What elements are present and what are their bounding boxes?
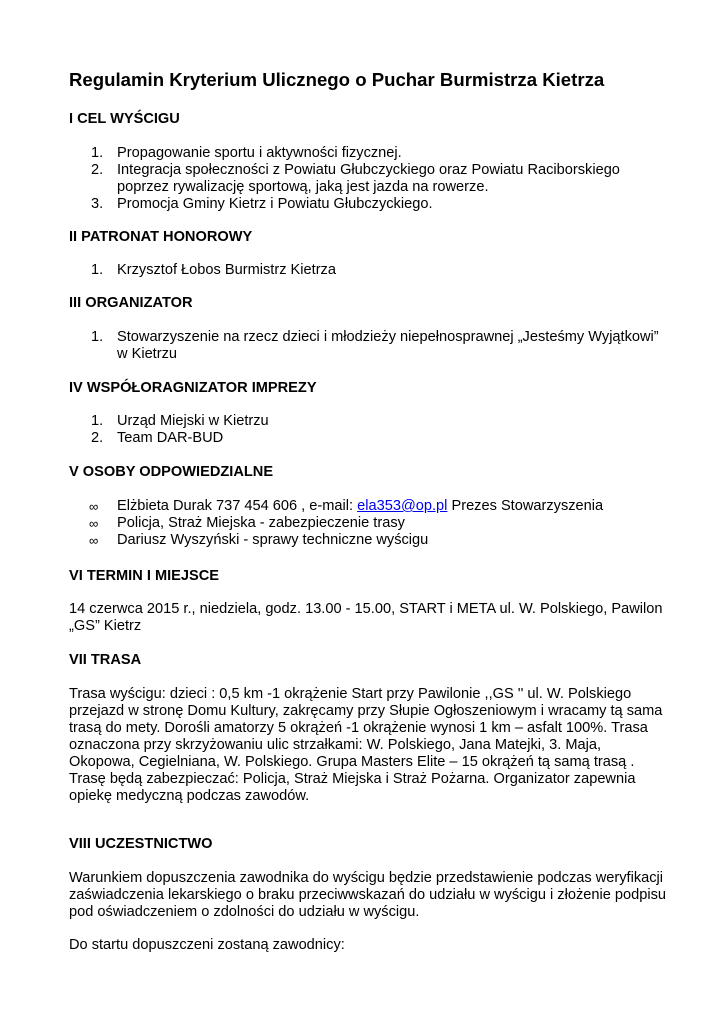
contact-role: Prezes Stowarzyszenia — [447, 498, 604, 514]
cel-list — [69, 145, 669, 213]
list-item — [69, 196, 669, 213]
termin-paragraph: 14 czerwca 2015 r., niedziela, godz. 13.00 - 15.00, START i META ul. W. Polskiego, Pawilon „GS” Kietrz — [69, 601, 663, 634]
list-number: 3. — [91, 196, 104, 212]
trasa-paragraph: Trasa wyścigu: dzieci : 0,5 km -1 okrążenie Start przy Pawilonie ,,GS '' ul. W. Polskiego przejazd w stronę Domu Kultury, zakręcamy przy Słupie Ogłoszeniowym i wracamy tą sama trasą do mety. Dorośli amatorzy 5 okrążeń -1 okrążenie wynosi 1 km – asfalt 100%. Trasa oznaczona przy skrzyżowaniu ulic strzałkami: W. Polskiego, Jana Matejki, 3. Maja, Okopowa, Cegielniana, W. Polskiego. Grupa Masters Elite – 15 okrążeń tą samą trasą . Trasę będą zabezpieczać: Policja, Straż Miejska i Straż Pożarna. Organizator zapewnia opiekę medyczną podczas zawodów. — [69, 686, 663, 804]
section-heading-cel: I CEL WYŚCIGU — [69, 111, 180, 127]
list-item-text: Integracja społeczności z Powiatu Głubczyckiego oraz Powiatu Raciborskiego poprzez rywalizację sportową, jaką jest jazda na rowerze. — [117, 162, 620, 195]
uczestnictwo-paragraph-2: Do startu dopuszczeni zostaną zawodnicy: — [69, 937, 345, 953]
document-title: Regulamin Kryterium Ulicznego o Puchar Burmistrza Kietrza — [69, 69, 605, 90]
organizator-list — [69, 329, 669, 363]
list-item-text: Stowarzyszenie na rzecz dzieci i młodzieży niepełnosprawnej „Jesteśmy Wyjątkowi” w Kietrzu — [117, 329, 659, 362]
list-number: 1. — [91, 329, 104, 345]
contact-text: Elżbieta Durak 737 454 606 , e-mail: — [117, 498, 358, 514]
list-item — [69, 430, 669, 447]
list-item-text: Krzysztof Łobos Burmistrz Kietrza — [117, 262, 336, 278]
patronat-list — [69, 262, 669, 279]
section-heading-patronat: II PATRONAT HONOROWY — [69, 229, 253, 245]
list-item — [69, 262, 669, 279]
list-item — [69, 532, 669, 549]
list-item — [69, 162, 669, 196]
list-item-text: Policja, Straż Miejska - zabezpieczenie trasy — [117, 515, 405, 531]
list-item-text: Urząd Miejski w Kietrzu — [117, 413, 269, 429]
infinity-bullet-icon: ∞ — [89, 499, 99, 514]
list-number: 1. — [91, 145, 104, 161]
section-heading-osoby: V OSOBY ODPOWIEDZIALNE — [69, 464, 274, 480]
infinity-bullet-icon: ∞ — [89, 516, 99, 531]
list-number: 2. — [91, 430, 104, 446]
list-number: 2. — [91, 162, 104, 178]
list-item — [69, 329, 669, 363]
list-item-text: Team DAR-BUD — [117, 430, 224, 446]
wspolorganizator-list — [69, 413, 669, 447]
uczestnictwo-paragraph: Warunkiem dopuszczenia zawodnika do wyścigu będzie przedstawienie podczas weryfikacji zaświadczenia lekarskiego o braku przeciwwskazań do udziału w wyścigu i złożenie podpisu pod oświadczeniem o zdolności do udziału w wyścigu. — [69, 870, 667, 920]
list-item-text: Propagowanie sportu i aktywności fizycznej. — [117, 145, 402, 161]
list-item-text: Promocja Gminy Kietrz i Powiatu Głubczyckiego. — [117, 196, 433, 212]
list-item — [69, 515, 669, 532]
section-heading-organizator: III ORGANIZATOR — [69, 295, 193, 311]
list-number: 1. — [91, 413, 104, 429]
section-heading-termin: VI TERMIN I MIEJSCE — [69, 568, 220, 584]
section-heading-wspolorganizator: IV WSPÓŁORAGNIZATOR IMPREZY — [69, 380, 317, 396]
list-number: 1. — [91, 262, 104, 278]
list-item-text: Dariusz Wyszyński - sprawy techniczne wyścigu — [117, 532, 429, 548]
list-item — [69, 413, 669, 430]
infinity-bullet-icon: ∞ — [89, 533, 99, 548]
section-heading-uczestnictwo: VIII UCZESTNICTWO — [69, 836, 213, 852]
osoby-list — [69, 498, 669, 549]
section-heading-trasa: VII TRASA — [69, 652, 142, 668]
list-item — [69, 498, 669, 515]
email-link[interactable]: ela353@op.pl — [357, 498, 448, 514]
list-item — [69, 145, 669, 162]
